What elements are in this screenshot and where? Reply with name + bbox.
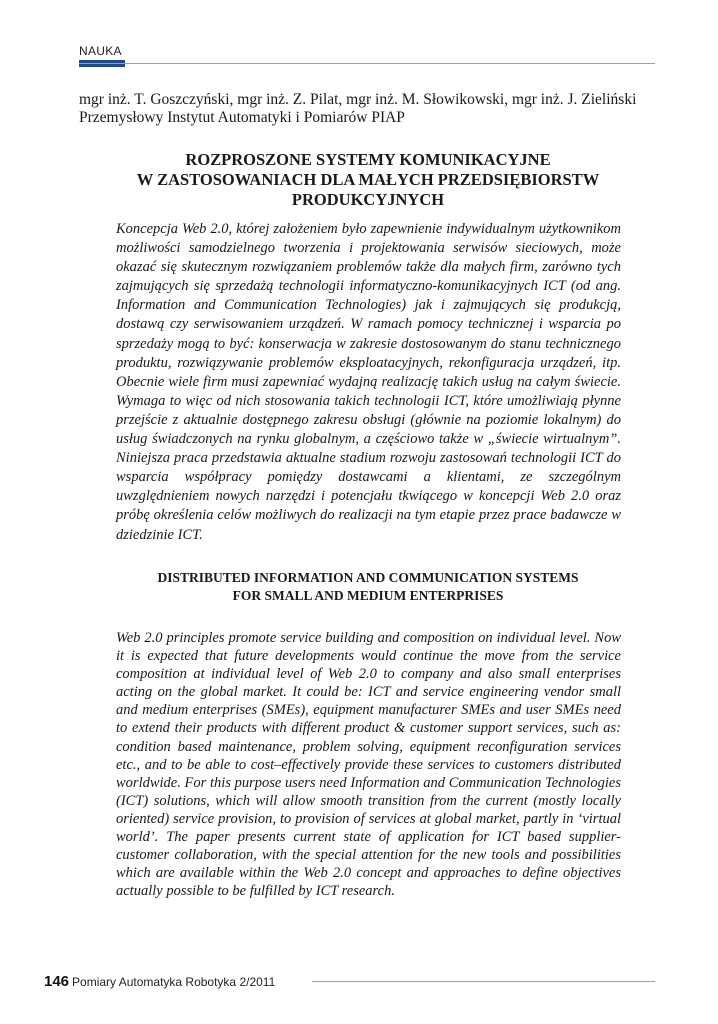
abstract-pl: Koncepcja Web 2.0, której założeniem było zapewnienie indywidualnym użytkownikom możliwości samodzielnego tworzenia i projektowania serwisów sieciowych, może okazać się skutecznym rozwiązaniem problemów także dla małych firm, zarówno tych zajmujących się sprzedażą technologii informatyczno-komunikacyjnych ICT (od ang. Information and Communication Technologies) jak i zajmujących się produkcją, dostawą czy serwisowaniem urządzeń. W ramach pomocy technicznej i wsparcia po sprzedaży mogą to być: konserwacja w zakresie dostosowanym do stanu technicznego produktu, rozwiązywanie problemów eksploatacyjnych, rekonfiguracja urządzeń, itp. Obecnie wiele firm musi zapewniać wydajną realizację takich usług na całym świecie. Wymaga to więc od nich stosowania takich technologii ICT, które umożliwiają płynne przejście z aktualnie dostępnego zakresu obsługi (głównie na poziomie lokalnym) do usług świadczonych na rynku globalnym, a częściowo także w „świecie wirtualnym”. Niniejsza praca przedstawia aktualne stadium rozwoju zastosowań technologii ICT do wsparcia współpracy pomiędzy dostawcami a klientami, ze szczególnym uwzględnieniem nowych narzędzi i potencjału tkwiącego w koncepcji Web 2.0 oraz próbę określenia celów możliwych do realizacji na tym etapie przez prace badawcze w dziedzinie ICT. bbox=[116, 221, 621, 543]
title-pl-line-3: PRODUKCYJNYCH bbox=[291, 190, 445, 209]
abstract-en: Web 2.0 principles promote service building and composition on individual level. Now it is expected that future developments would continue the move from the service composition at individual level of Web 2.0 to company and also small enterprises acting on the global market. It could be: ICT and service engineering vendor small and medium enterprises (SMEs), equipment manufacturer SMEs and user SMEs need to extend their products with different product & customer support services, such as: condition based maintenance, problem solving, equipment reconfiguration services etc., and to be able to cost–effectively provide these services to customers distributed worldwide. For this purpose users need Information and Communication Technologies (ICT) solutions, which will allow smooth transition from the current (mostly locally oriented) service provision, to provision of services at global market, partly in ‘virtual world’. The paper presents current state of application for ICT based supplier-customer collaboration, with the special attention for the new tools and possibilities which are available within the Web 2.0 concept and approaches to define objectives actually possible to be fulfilled by ICT research. bbox=[116, 630, 621, 900]
journal-name: Pomiary Automatyka Robotyka 2/2011 bbox=[72, 975, 276, 989]
title-pl-line-1: ROZPROSZONE SYSTEMY KOMUNIKACYJNE bbox=[185, 150, 551, 169]
author-affiliation: Przemysłowy Instytut Automatyki i Pomiarów PIAP bbox=[79, 109, 405, 126]
footer-rule bbox=[312, 981, 655, 982]
title-pl-line-2: W ZASTOSOWANIACH DLA MAŁYCH PRZEDSIĘBIORSTW bbox=[136, 170, 600, 189]
page-number: 146 bbox=[44, 973, 70, 990]
section-label: NAUKA bbox=[79, 44, 122, 58]
title-en-line-2: FOR SMALL AND MEDIUM ENTERPRISES bbox=[232, 588, 504, 603]
paper-title-en bbox=[79, 569, 657, 605]
author-block bbox=[79, 91, 669, 127]
page-footer bbox=[44, 973, 275, 989]
paper-title-pl bbox=[79, 150, 657, 210]
title-en-line-1: DISTRIBUTED INFORMATION AND COMMUNICATION SYSTEMS bbox=[157, 570, 579, 585]
author-names: mgr inż. T. Goszczyński, mgr inż. Z. Pilat, mgr inż. M. Słowikowski, mgr inż. J. Zieliński bbox=[79, 91, 637, 108]
header-rule bbox=[79, 63, 655, 64]
